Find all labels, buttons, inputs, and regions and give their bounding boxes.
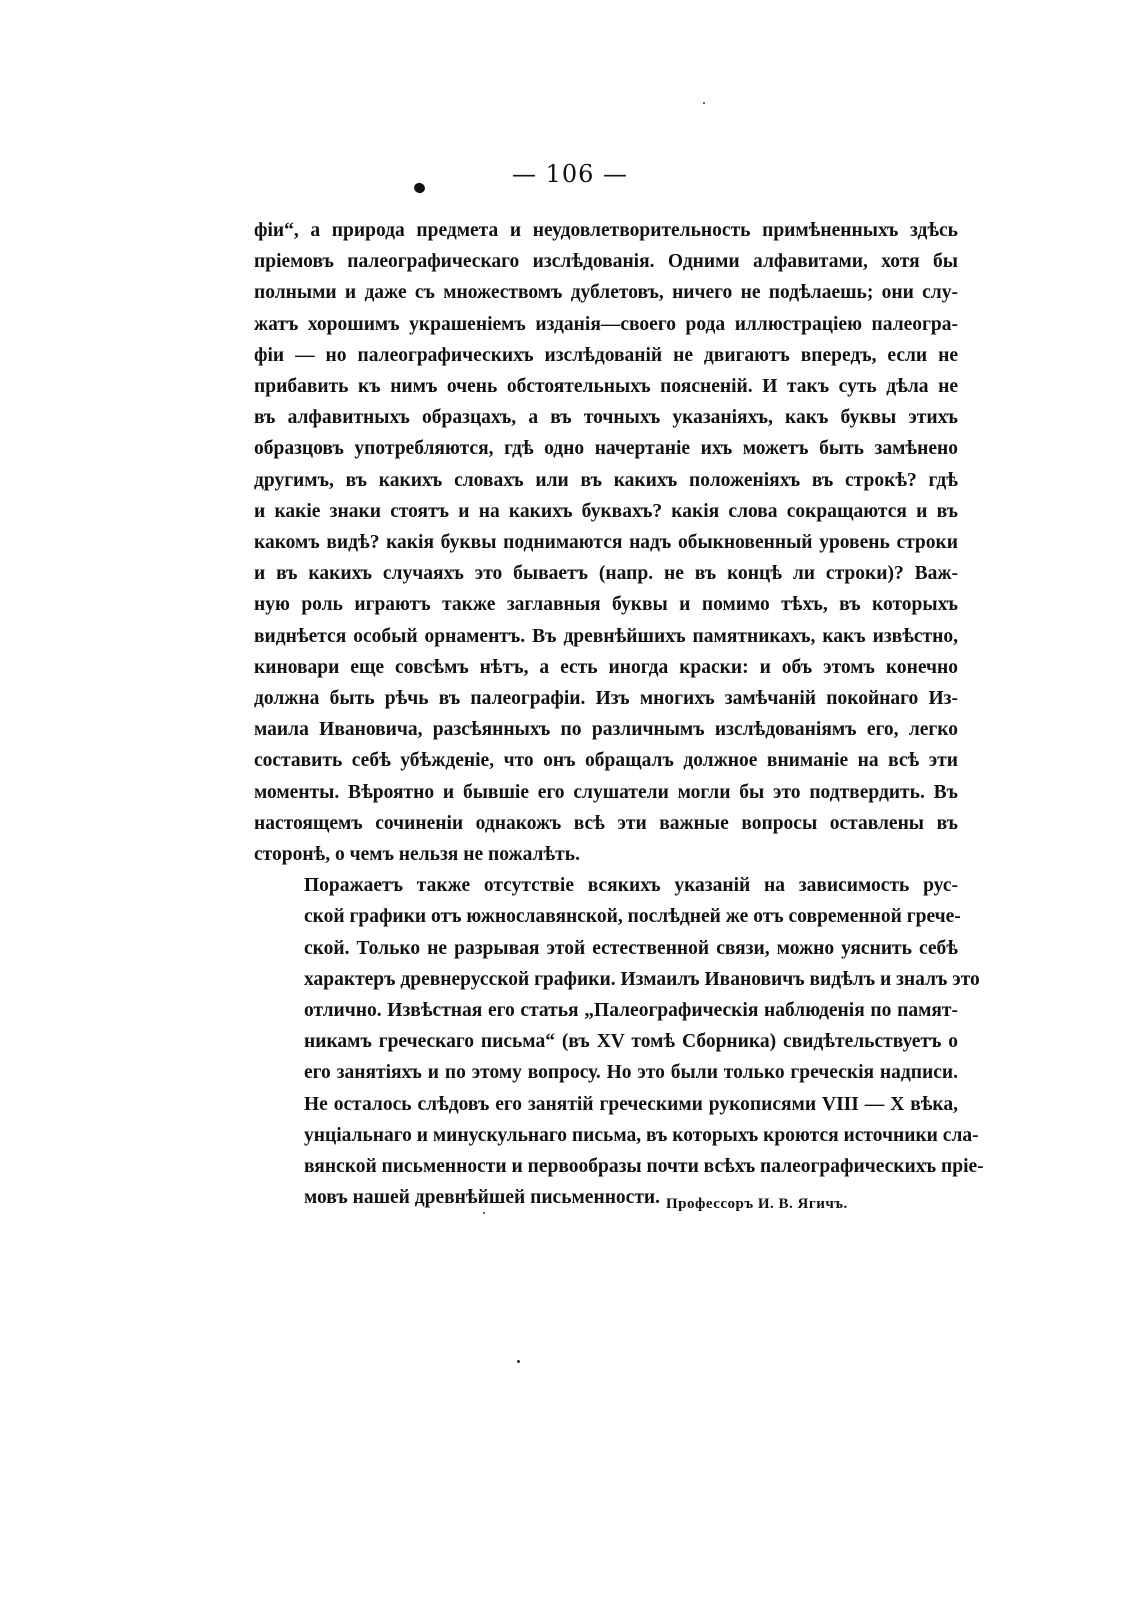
text-line: Не осталось слѣдовъ его занятій греческими рукописями VIII — X вѣка, — [304, 1093, 958, 1115]
text-line: киновари еще совсѣмъ нѣтъ, а есть иногда краски: и объ этомъ конечно — [254, 656, 958, 678]
text-line: какомъ видѣ? какія буквы поднимаются надъ обыкновенный уровень строки — [254, 532, 958, 554]
text-line: пріемовъ палеографическаго изслѣдованія. Одними алфавитами, хотя бы — [254, 251, 958, 273]
text-line: настоящемъ сочиненіи однакожъ всѣ эти важные вопросы оставлены въ — [254, 812, 958, 834]
text-line: должна быть рѣчь въ палеографіи. Изъ многихъ замѣчаній покойнаго Из- — [254, 688, 958, 710]
text-line: виднѣется особый орнаментъ. Въ древнѣйшихъ памятникахъ, какъ извѣстно, — [254, 625, 958, 647]
text-line: ную роль играютъ также заглавныя буквы и помимо тѣхъ, въ которыхъ — [254, 594, 958, 616]
text-line: вянской письменности и первообразы почти всѣхъ палеографическихъ пріе- — [304, 1156, 984, 1178]
text-line: моменты. Вѣроятно и бывшіе его слушатели могли бы это подтвердить. Въ — [254, 781, 958, 803]
scan-speck — [517, 1360, 520, 1363]
text-line: характеръ древнерусской графики. Измаилъ Ивановичъ видѣлъ и зналъ это — [304, 968, 980, 990]
text-line: и какіе знаки стоятъ и на какихъ буквахъ? какія слова сокращаются и въ — [254, 500, 958, 522]
paragraph-2 — [254, 870, 984, 1213]
text-line: прибавить къ нимъ очень обстоятельныхъ поясненій. И такъ суть дѣла не — [254, 376, 958, 398]
text-line: составить себѣ убѣжденіе, что онъ обращалъ должное вниманіе на всѣ эти — [254, 750, 958, 772]
body-text — [254, 215, 984, 1214]
text-line: въ алфавитныхъ образцахъ, а въ точныхъ указаніяхъ, какъ буквы этихъ — [254, 407, 958, 429]
text-line: маила Ивановича, разсѣянныхъ по различнымъ изслѣдованіямъ его, легко — [254, 719, 958, 741]
text-line: мовъ нашей древнѣйшей письменности. — [304, 1187, 661, 1209]
text-line: фіи“, а природа предмета и неудовлетворительность примѣненныхъ здѣсь — [254, 220, 958, 241]
text-line: ской графики отъ южнославянской, послѣдней же отъ современной грече- — [304, 906, 961, 928]
scan-speck — [703, 102, 705, 104]
text-line: и въ какихъ случаяхъ это бываетъ (напр. не въ концѣ ли строки)? Важ- — [254, 563, 958, 585]
page-number: — 106 — — [511, 160, 629, 188]
text-line: отлично. Извѣстная его статья „Палеографическія наблюденія по памят- — [304, 1000, 958, 1022]
text-line: другимъ, въ какихъ словахъ или въ какихъ положеніяхъ въ строкѣ? гдѣ — [254, 469, 958, 491]
text-line: никамъ греческаго письма“ (въ XV томѣ Сборника) свидѣтельствуетъ о — [304, 1031, 958, 1053]
text-line: полными и даже съ множествомъ дублетовъ, ничего не подѣлаешь; они слу- — [254, 282, 958, 304]
text-line: образцовъ употребляются, гдѣ одно начертаніе ихъ можетъ быть замѣнено — [254, 438, 958, 460]
text-line: фіи — но палеографическихъ изслѣдованій не двигаютъ впередъ, если не — [254, 344, 958, 366]
text-line: жатъ хорошимъ украшеніемъ изданія—своего рода иллюстраціею палеогра- — [254, 313, 958, 335]
text-line: Поражаетъ также отсутствіе всякихъ указаній на зависимость рус- — [304, 875, 958, 897]
text-line: сторонѣ, о чемъ нельзя не пожалѣть. — [254, 844, 580, 866]
text-line: унціальнаго и минускульнаго письма, въ которыхъ кроются источники сла- — [304, 1124, 979, 1146]
text-line: ской. Только не разрывая этой естественной связи, можно уяснить себѣ — [304, 937, 958, 959]
paragraph-1 — [254, 215, 958, 870]
text-line: его занятіяхъ и по этому вопросу. Но это были только греческія надписи. — [304, 1062, 958, 1084]
author-signature: Профессоръ И. В. Ягичъ. — [666, 1196, 848, 1212]
